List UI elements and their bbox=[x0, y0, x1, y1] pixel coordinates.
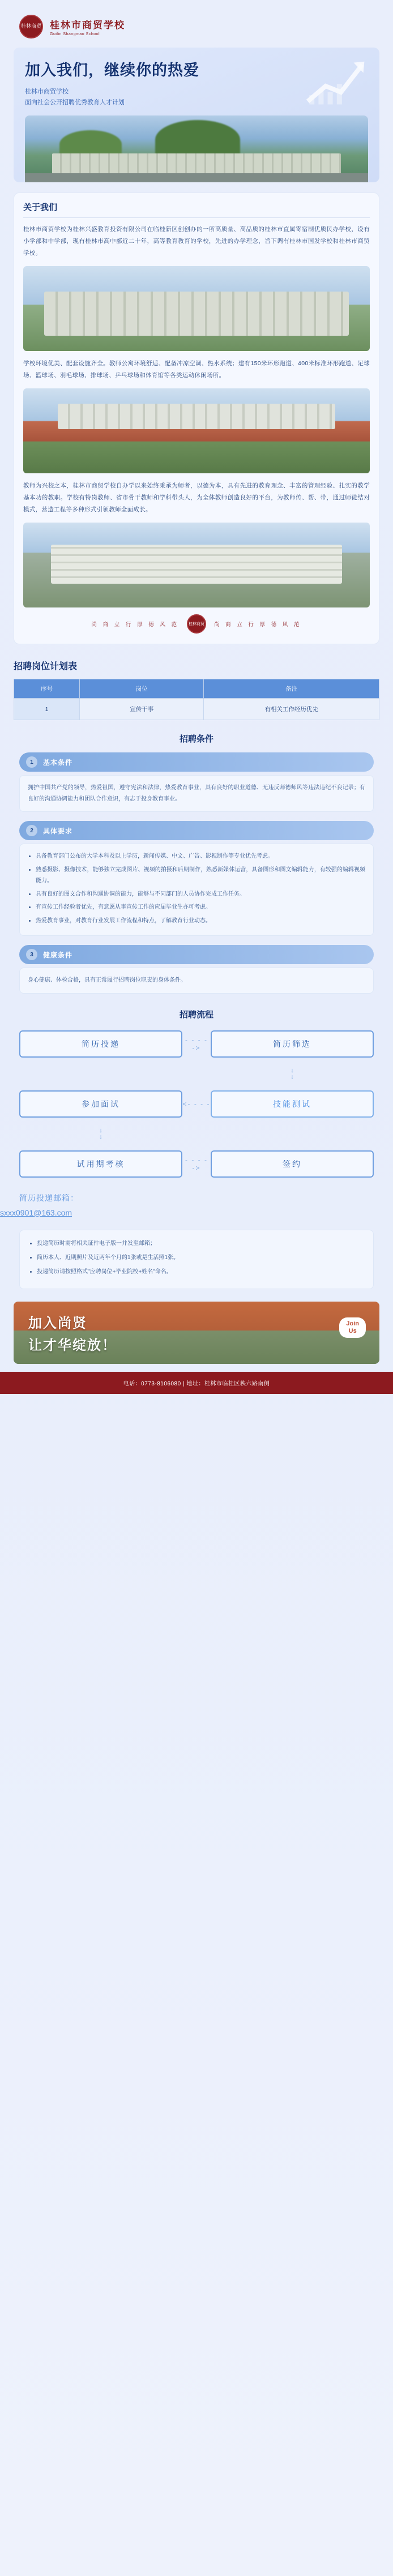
join-us-line-1: Join bbox=[346, 1320, 359, 1327]
campus-photo-3 bbox=[23, 523, 370, 607]
brand-text bbox=[50, 17, 125, 36]
banner-line-1: 加入尚贤 bbox=[28, 1315, 87, 1331]
recruitment-banner bbox=[14, 1302, 379, 1364]
flow-row-1 bbox=[19, 1030, 374, 1058]
page-footer: 电话：0773-8106080 | 地址：桂林市临桂区秧六路南侧 bbox=[0, 1372, 393, 1394]
motto-row bbox=[23, 614, 370, 634]
about-paragraph-3: 教师为兴校之本，桂林市商贸学校自办学以来始终秉承为师者，以德为本，具有先进的教育理念、丰富的管理经验、扎实的教学基本功的教职。学校有特岗教师、省市骨干教师和学科带头人，为全体教师创造良好的平台，为教师传、帮、带，通过师徒结对模式，营造工程等多种形式引领教师全面成长。 bbox=[23, 482, 370, 514]
jobs-cell-position: 宣传干事 bbox=[80, 699, 204, 720]
condition-header-basic bbox=[19, 752, 374, 772]
school-seal-icon bbox=[187, 614, 206, 634]
flow-vline-left-2: ↓ ↓ bbox=[99, 1127, 102, 1140]
flow-section bbox=[19, 1008, 374, 1178]
notes-box bbox=[19, 1230, 374, 1289]
condition-label-1: 基本条件 bbox=[43, 758, 73, 767]
motto-text: 尚 商 立 行 厚 德 风 范 bbox=[91, 622, 179, 628]
jobs-cell-remark: 有相关工作经历优先 bbox=[204, 699, 379, 720]
jobs-cell-index: 1 bbox=[14, 699, 80, 720]
logo-seal-text: 桂林商贸 bbox=[20, 23, 41, 29]
mail-label: 简历投递邮箱： bbox=[19, 1193, 79, 1203]
condition-item-basic bbox=[19, 752, 374, 812]
list-item: • 有宣传工作经验者优先，有意愿从事宣传工作的应届毕业生亦可考虑。 bbox=[36, 902, 365, 913]
flow-title: 招聘流程 bbox=[179, 1009, 213, 1020]
condition-header-requirements bbox=[19, 821, 374, 840]
flow-connector-vertical-1 bbox=[19, 1068, 374, 1080]
jobs-col-index: 序号 bbox=[14, 679, 80, 699]
list-item: • 具有良好的图文合作和沟通协调的能力，能够与不同部门的人员协作完成工作任务。 bbox=[36, 889, 365, 900]
condition-body-3: 身心健康、体检合格，具有正常履行招聘岗位职责的身体条件。 bbox=[19, 968, 374, 994]
list-item: • 热爱教育事业，对教育行业发展工作流程和特点，了解教育行业动态。 bbox=[36, 915, 365, 927]
table-row bbox=[14, 699, 379, 720]
about-section bbox=[14, 192, 379, 644]
condition-number-3: 3 bbox=[26, 949, 37, 960]
list-item: • 具备教育部门公布的大学本科及以上学历，新闻传媒、中文、广告、影视制作等专业优先考虑。 bbox=[36, 851, 365, 862]
flow-connector-2: <- - - - bbox=[182, 1099, 211, 1108]
page-header bbox=[0, 0, 393, 44]
jobs-title: 招聘岗位计划表 bbox=[14, 662, 78, 672]
hero-banner bbox=[14, 48, 379, 182]
flow-step-probation: 试用期考核 bbox=[19, 1150, 182, 1178]
condition-number-2: 2 bbox=[26, 825, 37, 836]
list-item: • 投递简历时需将相关证件电子版一并发至邮箱； bbox=[37, 1238, 364, 1249]
flow-step-skill-test: 技能测试 bbox=[211, 1090, 374, 1118]
flow-step-interview: 参加面试 bbox=[19, 1090, 182, 1118]
join-us-line-2: Us bbox=[348, 1328, 357, 1335]
condition-label-2: 具体要求 bbox=[43, 827, 73, 835]
mail-link[interactable]: sxxx0901@163.com bbox=[0, 1208, 72, 1217]
flow-diagram bbox=[19, 1030, 374, 1178]
jobs-table-header-row bbox=[14, 679, 379, 699]
conditions-title: 招聘条件 bbox=[179, 734, 213, 744]
about-paragraph-2: 学校环境优美、配套设施齐全。教师公寓环境舒适、配备冲凉空调、热水系统；建有150米环形跑道、400米标准环形跑道、足球场、篮球场、羽毛球场、排球场、乒乓球场和体育馆等各类运动休闲场所。 bbox=[23, 360, 370, 379]
flow-vline-right: ↓ ↓ bbox=[291, 1067, 294, 1080]
jobs-table bbox=[14, 679, 379, 720]
school-logo-icon bbox=[19, 15, 43, 38]
jobs-col-remark: 备注 bbox=[204, 679, 379, 699]
flow-step-resume-submit: 简历投递 bbox=[19, 1030, 182, 1058]
flow-vline-right-2 bbox=[211, 1128, 374, 1140]
condition-item-requirements bbox=[19, 821, 374, 936]
motto-text-right: 尚 商 立 行 厚 德 风 范 bbox=[214, 622, 302, 628]
brand-name-en: Guilin Shangmao School bbox=[50, 32, 100, 36]
jobs-col-position: 岗位 bbox=[80, 679, 204, 699]
about-paragraph-1: 桂林市商贸学校为桂林兴盛教育投资有限公司在临桂新区创创办的一所高质量、高品质的桂林市直属寄宿制优质民办学校，设有小学部和中学部，现有桂林市高中部近二十年，高等教育教育的学校，先进的办学理念，旨下调有桂林市国发学校和桂林市商贸学校。 bbox=[23, 226, 370, 257]
growth-arrow-icon bbox=[305, 55, 367, 106]
conditions-section bbox=[19, 733, 374, 994]
campus-photo-1 bbox=[23, 266, 370, 351]
notes-list bbox=[29, 1238, 364, 1277]
flow-connector-1: - - - - -> bbox=[185, 1035, 208, 1052]
flow-step-sign: 签约 bbox=[211, 1150, 374, 1178]
condition-body-1: 拥护中国共产党的领导，热爱祖国，遵守宪法和法律，热爱教育事业，具有良好的职业道德、无违反师德师风等违法违纪不良记录；有良好的沟通协调能力和团队合作意识，有志于投身教育事业。 bbox=[19, 775, 374, 812]
flow-step-resume-screen: 简历筛选 bbox=[211, 1030, 374, 1058]
about-title: 关于我们 bbox=[23, 201, 370, 218]
flow-connector-vertical-2 bbox=[19, 1128, 374, 1140]
flow-row-3 bbox=[19, 1150, 374, 1178]
hero-subtitle-line2: 面向社会公开招聘优秀教育人才计划 bbox=[25, 99, 125, 106]
hero-photo bbox=[25, 115, 368, 182]
requirements-list bbox=[28, 851, 365, 926]
brand-name-cn: 桂林市商贸学校 bbox=[50, 20, 125, 31]
flow-connector-3: - - - - -> bbox=[185, 1156, 208, 1172]
list-item: • 熟悉摄影、摄像技术，能够独立完成图片、视频的拍摄和后期制作，熟悉新媒体运营，具备图形和图文编辑能力，有较强的编辑视频能力。 bbox=[36, 865, 365, 887]
condition-body-2 bbox=[19, 844, 374, 936]
flow-vline-left bbox=[19, 1068, 182, 1080]
condition-header-health bbox=[19, 945, 374, 964]
condition-label-3: 健康条件 bbox=[43, 951, 73, 959]
hero-subtitle-line1: 桂林市商贸学校 bbox=[25, 88, 69, 95]
hero-title: 加入我们，继续你的热爱 bbox=[25, 62, 199, 79]
seal-label: 桂林商贸 bbox=[189, 622, 204, 627]
list-item: • 投递简历请按照格式"应聘岗位+毕业院校+姓名"命名。 bbox=[37, 1266, 364, 1277]
banner-line-2: 让才华绽放！ bbox=[28, 1337, 117, 1353]
condition-number-1: 1 bbox=[26, 756, 37, 768]
list-item: • 简历本人、近期照片及近两年个月的1张或是生活照1张。 bbox=[37, 1252, 364, 1263]
campus-photo-2 bbox=[23, 388, 370, 473]
condition-item-health bbox=[19, 945, 374, 994]
join-us-badge bbox=[339, 1317, 366, 1338]
flow-row-2 bbox=[19, 1090, 374, 1118]
